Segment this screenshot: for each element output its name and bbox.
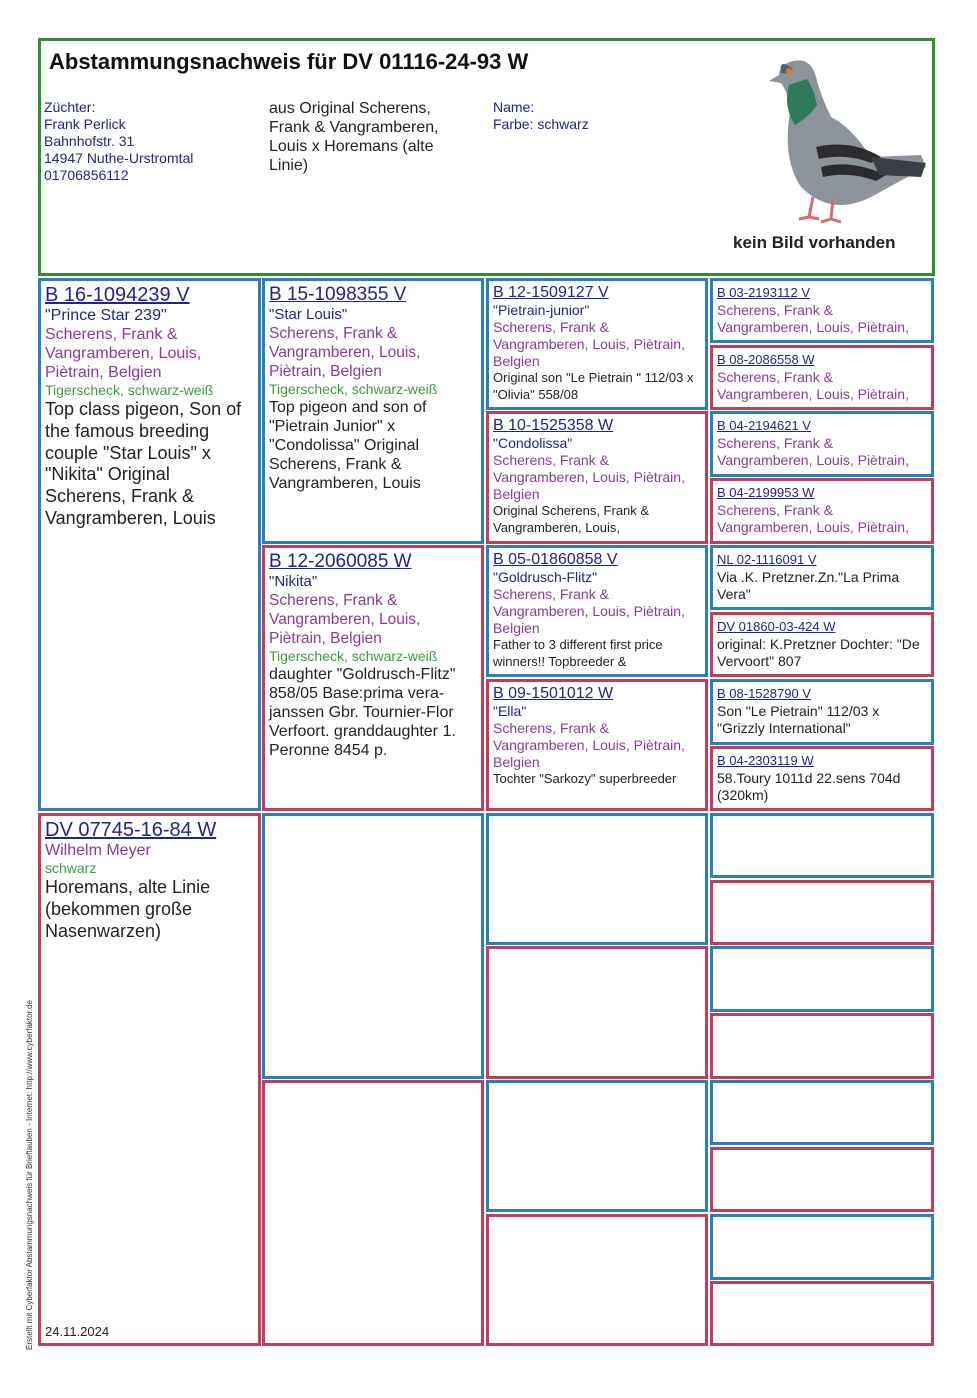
gen4-ring[interactable]: B 08-1528790 V — [717, 686, 811, 701]
ffm-name: "Condolissa" — [493, 435, 573, 451]
breeder-name: Frank Perlick — [44, 116, 126, 132]
gen4-box-8[interactable] — [710, 746, 934, 811]
empty-gen4-box[interactable] — [710, 1214, 934, 1280]
ff-breeder: Scherens, Frank & Vangramberen, Louis, Piètrain, Belgien — [269, 325, 421, 380]
ffm-notes: Original Scherens, Frank & Vangramberen, Louis, — [493, 503, 650, 535]
fm-breeder: Scherens, Frank & Vangramberen, Louis, Piètrain, Belgien — [269, 592, 421, 647]
gen4-ring[interactable]: B 04-2194621 V — [717, 418, 811, 433]
father-notes: Top class pigeon, Son of the famous breeding couple "Star Louis" x "Nikita" Original Scherens, Frank & Vangramberen, Louis — [45, 399, 242, 528]
gen4-ring[interactable]: B 08-2086558 W — [717, 352, 815, 367]
fff-notes: Original son "Le Pietrain " 112/03 x "Olivia" 558/08 — [493, 370, 694, 402]
ffm-breeder: Scherens, Frank & Vangramberen, Louis, Piètrain, Belgien — [493, 452, 685, 502]
gen4-box-5[interactable] — [710, 545, 934, 610]
empty-gen4-box[interactable] — [710, 880, 934, 945]
empty-mf-box[interactable] — [262, 813, 484, 1079]
breeder-street: Bahnhofstr. 31 — [44, 133, 135, 149]
fff-box[interactable] — [486, 278, 708, 410]
breeder-info — [44, 99, 264, 184]
gen4-ring[interactable]: NL 02-1116091 V — [717, 552, 817, 567]
pigeon-name-info — [493, 99, 693, 133]
gen4-box-3[interactable] — [710, 411, 934, 477]
empty-gen3-box[interactable] — [486, 1214, 708, 1346]
gen4-notes: 58.Toury 1011d 22.sens 704d (320km) — [717, 770, 901, 803]
origin-text: aus Original Scherens, Frank & Vangramberen, Louis x Horemans (alte Linie) — [269, 100, 439, 174]
pedigree-header — [38, 38, 935, 276]
father-ring[interactable]: B 16-1094239 V — [45, 284, 190, 306]
fmm-box[interactable] — [486, 679, 708, 811]
father-box[interactable] — [38, 278, 261, 811]
fmf-name: "Goldrusch-Flitz" — [493, 569, 598, 585]
empty-gen3-box[interactable] — [486, 813, 708, 945]
breeder-phone: 01706856112 — [44, 167, 129, 183]
father-breeder: Scherens, Frank & Vangramberen, Louis, Piètrain, Belgien — [45, 326, 202, 381]
father-name: "Prince Star 239" — [45, 307, 167, 324]
ff-ring[interactable]: B 15-1098355 V — [269, 284, 407, 305]
fm-ring[interactable]: B 12-2060085 W — [269, 551, 412, 572]
mother-notes: Horemans, alte Linie (bekommen große Nasenwarzen) — [45, 877, 211, 941]
fmf-ring[interactable]: B 05-01860858 V — [493, 551, 618, 568]
page-title: Abstammungsnachweis für DV 01116-24-93 W — [49, 49, 529, 74]
empty-gen4-box[interactable] — [710, 946, 934, 1012]
fm-color: Tigerscheck, schwarz-weiß — [269, 648, 438, 664]
empty-gen4-box[interactable] — [710, 1080, 934, 1145]
fm-name: "Nikita" — [269, 573, 318, 590]
ffm-box[interactable] — [486, 411, 708, 544]
gen4-box-4[interactable] — [710, 478, 934, 544]
grandfather-ff-box[interactable] — [262, 278, 484, 544]
fm-notes: daughter "Goldrusch-Flitz" 858/05 Base:prima vera-janssen Gbr. Tournier-Flor Verfoort. granddaughter 1. Peronne 8454 p. — [269, 666, 456, 759]
fmf-breeder: Scherens, Frank & Vangramberen, Louis, Piètrain, Belgien — [493, 586, 685, 636]
gen4-box-2[interactable] — [710, 345, 934, 410]
ff-color: Tigerscheck, schwarz-weiß — [269, 381, 438, 397]
mother-ring[interactable]: DV 07745-16-84 W — [45, 819, 217, 841]
fff-name: "Pietrain-junior" — [493, 302, 590, 318]
ff-name: "Star Louis" — [269, 306, 348, 323]
fmm-name: "Ella" — [493, 703, 527, 719]
fmm-notes: Tochter "Sarkozy" superbreeder — [493, 771, 677, 786]
empty-gen4-box[interactable] — [710, 1147, 934, 1212]
gen4-notes: Son "Le Pietrain" 112/03 x "Grizzly International" — [717, 703, 880, 736]
empty-gen3-box[interactable] — [486, 946, 708, 1079]
gen4-ring[interactable]: B 04-2199953 W — [717, 485, 815, 500]
mother-color: schwarz — [45, 860, 97, 876]
print-date: 24.11.2024 — [45, 1324, 110, 1339]
gen4-notes: original: K.Pretzner Dochter: "De Vervoort" 807 — [717, 636, 920, 669]
gen4-box-1[interactable] — [710, 278, 934, 343]
gen4-ring[interactable]: B 03-2193112 V — [717, 285, 810, 300]
gen4-ring[interactable]: DV 01860-03-424 W — [717, 619, 836, 634]
fmf-box[interactable] — [486, 545, 708, 677]
gen4-breeder: Scherens, Frank & Vangramberen, Louis, Piètrain, — [717, 435, 909, 468]
gen4-box-6[interactable] — [710, 612, 934, 677]
gen4-breeder: Scherens, Frank & Vangramberen, Louis, Piètrain, — [717, 502, 909, 535]
no-picture-label: kein Bild vorhanden — [733, 233, 896, 252]
gen4-breeder: Scherens, Frank & Vangramberen, Louis, Piètrain, — [717, 302, 909, 335]
fff-ring[interactable]: B 12-1509127 V — [493, 284, 609, 301]
gen4-notes: Via .K. Pretzner.Zn."La Prima Vera" — [717, 569, 900, 602]
father-color: Tigerscheck, schwarz-weiß — [45, 382, 214, 398]
name-label: Name: — [493, 99, 535, 115]
fmm-breeder: Scherens, Frank & Vangramberen, Louis, Piètrain, Belgien — [493, 720, 685, 770]
pigeon-placeholder-image — [721, 47, 931, 232]
fmf-notes: Father to 3 different first price winners!! Topbreeder & — [493, 637, 663, 669]
ff-notes: Top pigeon and son of "Pietrain Junior" x "Condolissa" Original Scherens, Frank & Vangramberen, Louis — [269, 399, 427, 492]
breeder-city: 14947 Nuthe-Urstromtal — [44, 150, 194, 166]
grandmother-fm-box[interactable] — [262, 545, 484, 811]
ffm-ring[interactable]: B 10-1525358 W — [493, 417, 614, 434]
color-line: Farbe: schwarz — [493, 116, 589, 132]
empty-mm-box[interactable] — [262, 1080, 484, 1346]
empty-gen4-box[interactable] — [710, 1281, 934, 1346]
empty-gen4-box[interactable] — [710, 1013, 934, 1079]
gen4-box-7[interactable] — [710, 679, 934, 745]
fmm-ring[interactable]: B 09-1501012 W — [493, 685, 614, 702]
empty-gen3-box[interactable] — [486, 1080, 708, 1212]
mother-box[interactable] — [38, 813, 261, 1346]
vertical-footer-note: Erstellt mit Cyberfaktor Abstammungsnachweis für Brieftauben - Internet: http://www.cyberfaktor.de — [25, 1000, 34, 1350]
gen4-ring[interactable]: B 04-2303119 W — [717, 753, 814, 768]
mother-breeder: Wilhelm Meyer — [45, 842, 151, 859]
breeder-label: Züchter: — [44, 99, 96, 115]
empty-gen4-box[interactable] — [710, 813, 934, 878]
gen4-breeder: Scherens, Frank & Vangramberen, Louis, Piètrain, — [717, 369, 909, 402]
fff-breeder: Scherens, Frank & Vangramberen, Louis, Piètrain, Belgien — [493, 319, 685, 369]
